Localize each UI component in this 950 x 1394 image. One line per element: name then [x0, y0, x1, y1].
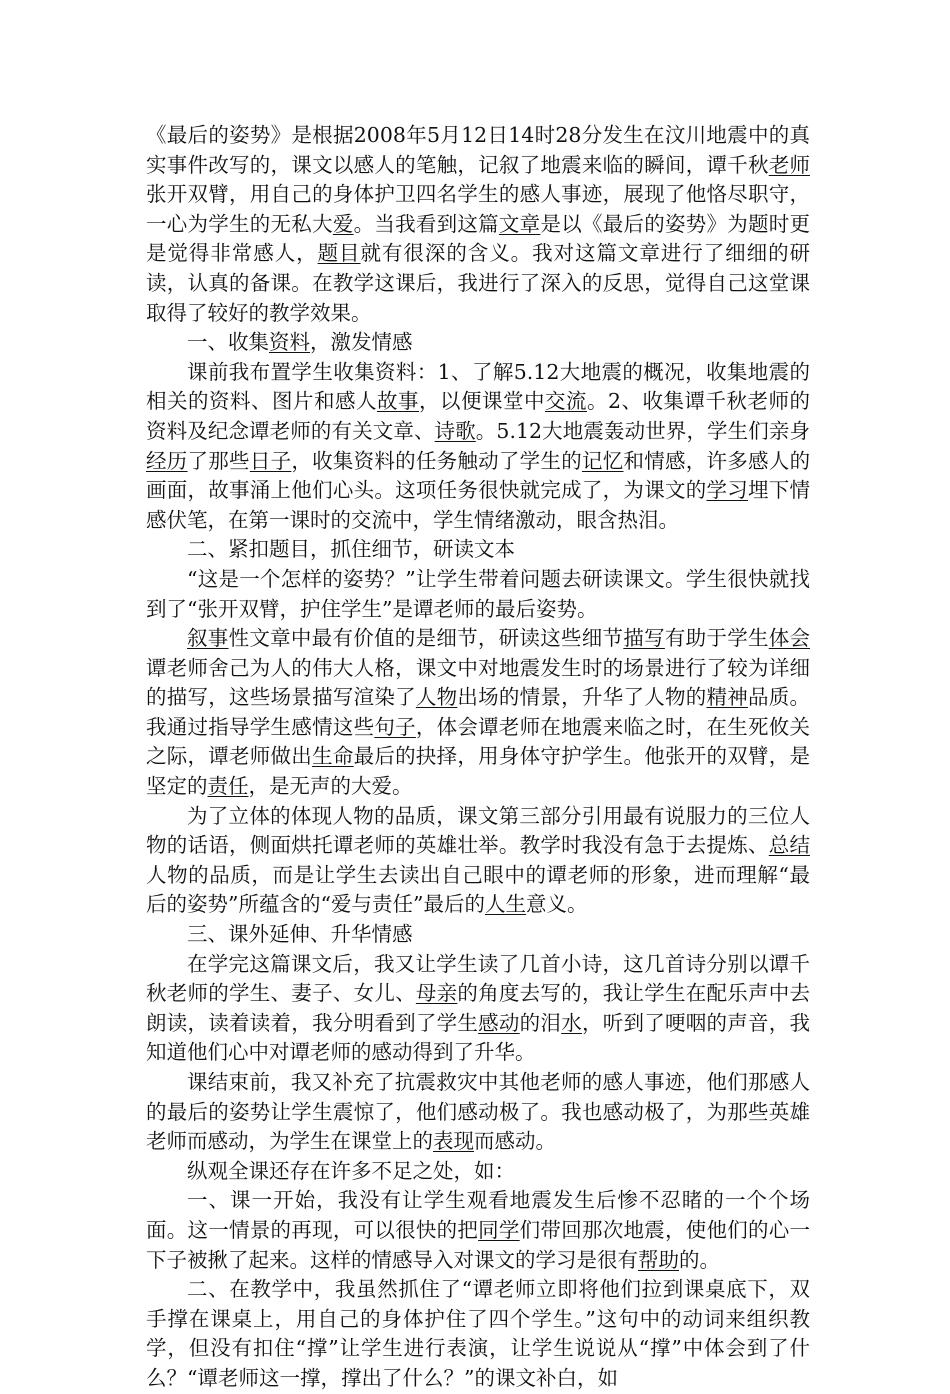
text-run: ，收集资料的任务触动了学生的 [291, 448, 582, 473]
paragraph [146, 535, 810, 565]
text-run: 课结束前，我又补充了抗震救灾中其他老师的感人事迹，他们那感人的最后的姿势让学生震惊了，他们感动极了。我也感动极了，为那些英雄老师而感动，为学生在课堂上的 [146, 1070, 810, 1154]
underlined-term: 感动 [478, 1010, 520, 1035]
text-run: 而感动。 [474, 1129, 556, 1154]
text-run: 人物的品质，而是让学生去读出自己眼中的谭老师的形象，进而理解“最后的姿势”所蕴含的“爱与责任”最后的 [146, 862, 810, 917]
text-run: 埋下情感伏笔，在第一课时的交流中，学生情绪激动，眼含热泪。 [146, 478, 811, 532]
paragraph [146, 358, 810, 536]
underlined-term: 经历 [146, 448, 188, 473]
text-run: 们带回那次地震，使他们的心一下子被揪了起来。这样的情感导入对课文的学习是很有 [146, 1217, 811, 1272]
text-run: 和情感，许多感人的画面，故事涌上他们心头。这项任务很快就完成了，为课文的 [146, 448, 811, 503]
underlined-term: 表现 [433, 1129, 474, 1154]
text-run: 性文章中最有价值的是细节，研读这些细节 [228, 626, 624, 651]
underlined-term: 记忆 [581, 448, 624, 473]
document-body [146, 121, 810, 1394]
text-run: 课前我布置学生收集资料：1、了解5.12大地震的概况，收集地震的相关的资料、图片和感人 [146, 359, 810, 414]
paragraph [146, 565, 810, 624]
underlined-term: 体会 [768, 626, 811, 651]
text-run: 了那些 [187, 448, 250, 473]
text-run: 三、课外延伸、升华情感 [187, 922, 413, 947]
text-run: 的角度去写的，我让学生在配乐声中去朗读，读着读着，我分明看到了学生 [146, 981, 811, 1035]
underlined-term: 日子 [249, 448, 292, 473]
text-run: 意义。 [525, 892, 588, 917]
underlined-term: 人生 [484, 892, 526, 917]
text-run: 。2、收集谭千秋老师的资料及纪念谭老师的有关文章、 [146, 389, 811, 443]
text-run: 是以《最后的姿势》为题时更是觉得非常感人， [146, 211, 811, 266]
paragraph [146, 1275, 810, 1393]
text-run: 在学完这篇课文后，我又让学生读了几首小诗，这几首诗分别以谭千秋老师的学生、妻子、女儿、 [146, 951, 810, 1006]
text-run: ，以便课堂中 [418, 389, 545, 414]
text-run: “这是一个怎样的姿势？”让学生带着问题去研读课文。学生很快就找到了“张开双臂，护住学生”是谭老师的最后姿势。 [146, 566, 810, 621]
underlined-term: 诗歌 [434, 418, 476, 443]
text-run: 的。 [679, 1247, 720, 1272]
paragraph [146, 624, 810, 802]
text-run: 出场的情景，升华了人物的 [457, 685, 707, 710]
underlined-term: 爱 [332, 211, 354, 236]
text-run: 二、在教学中，我虽然抓住了“谭老师立即将他们拉到课桌底下，双手撑在课桌上，用自己的身体护住了四个学生。”这句中的动词来组织教学，但没有扣住“撑”让学生进行表演，让学生说说从“撑”中体会到了什么？“谭老师这一撑，撑出了什么？”的课文补白，如 [146, 1277, 810, 1390]
underlined-term: 老师 [768, 152, 811, 177]
text-run: ，激发情感 [310, 330, 413, 355]
text-run: 。当我看到这篇 [353, 211, 499, 236]
underlined-term: 交流 [544, 389, 587, 414]
text-run: ，体会谭老师在地震来临之时，在生死攸关之际，谭老师做出 [146, 714, 811, 769]
text-run: 张开双臂，用自己的身体护卫四名学生的感人事迹，展现了他恪尽职守，一心为学生的无私大 [146, 182, 810, 236]
paragraph [146, 328, 810, 358]
underlined-term: 母亲 [415, 981, 458, 1006]
paragraph [146, 920, 810, 950]
text-run: 二、紧扣题目，抓住细节，研读文本 [187, 537, 515, 562]
underlined-term: 学习 [706, 478, 748, 503]
paragraph [146, 1068, 810, 1157]
text-run: 有助于学生 [664, 626, 769, 651]
text-run: 。5.12大地震轰动世界，学生们亲身 [475, 418, 811, 443]
paragraph [146, 950, 810, 1068]
underlined-term: 文章 [498, 211, 541, 236]
underlined-term: 描写 [623, 626, 665, 651]
underlined-term: 帮助 [638, 1247, 679, 1272]
text-run: 就有很深的含义。我对这篇文章进行了细细的研读，认真的备课。在教学这课后，我进行了深入的反思，觉得自己这堂课取得了较好的教学效果。 [146, 241, 811, 325]
text-run: 一、课一开始，我没有让学生观看地震发生后惨不忍睹的一个个场面。这一情景的再现，可以很快的把 [146, 1188, 810, 1242]
underlined-term: 责任 [207, 774, 249, 799]
underlined-term: 水 [561, 1010, 582, 1035]
paragraph [146, 802, 810, 920]
paragraph [146, 1157, 810, 1187]
text-run: ，听到了哽咽的声音，我知道他们心中对谭老师的感动得到了升华。 [146, 1010, 811, 1065]
text-run: 为了立体的体现人物的品质，课文第三部分引用最有说服力的三位人物的话语，侧面烘托谭老师的英雄壮举。教学时我没有急于去提炼、 [146, 803, 810, 858]
text-run: 纵观全课还存在许多不足之处，如： [187, 1158, 515, 1183]
underlined-term: 人物 [415, 685, 458, 710]
underlined-term: 故事 [376, 389, 419, 414]
underlined-term: 题目 [317, 241, 361, 266]
underlined-term: 资料 [269, 330, 310, 355]
underlined-term: 总结 [768, 833, 811, 858]
underlined-term: 句子 [374, 714, 416, 739]
text-run: ，是无声的大爱。 [248, 774, 413, 799]
underlined-term: 同学 [478, 1217, 520, 1242]
underlined-term: 叙事 [187, 626, 229, 651]
underlined-term: 生命 [312, 744, 354, 769]
underlined-term: 精神 [706, 685, 749, 710]
paragraph [146, 121, 810, 328]
text-run: 一、收集 [187, 330, 269, 355]
text-run: 的泪 [519, 1010, 562, 1035]
paragraph [146, 1186, 810, 1275]
text-run: 《最后的姿势》是根据2008年5月12日14时28分发生在汶川地震中的真实事件改写的，课文以感人的笔触，记叙了地震来临的瞬间，谭千秋 [146, 123, 810, 177]
text-run: 谭老师舍己为人的伟大人格，课文中对地震发生时的场景进行了较为详细的描写，这些场景描写渲染了 [146, 655, 810, 710]
text-run: 最后的抉择，用身体守护学生。他张开的双臂，是坚定的 [146, 744, 811, 799]
text-run: 品质。我通过指导学生感情这些 [146, 685, 811, 739]
